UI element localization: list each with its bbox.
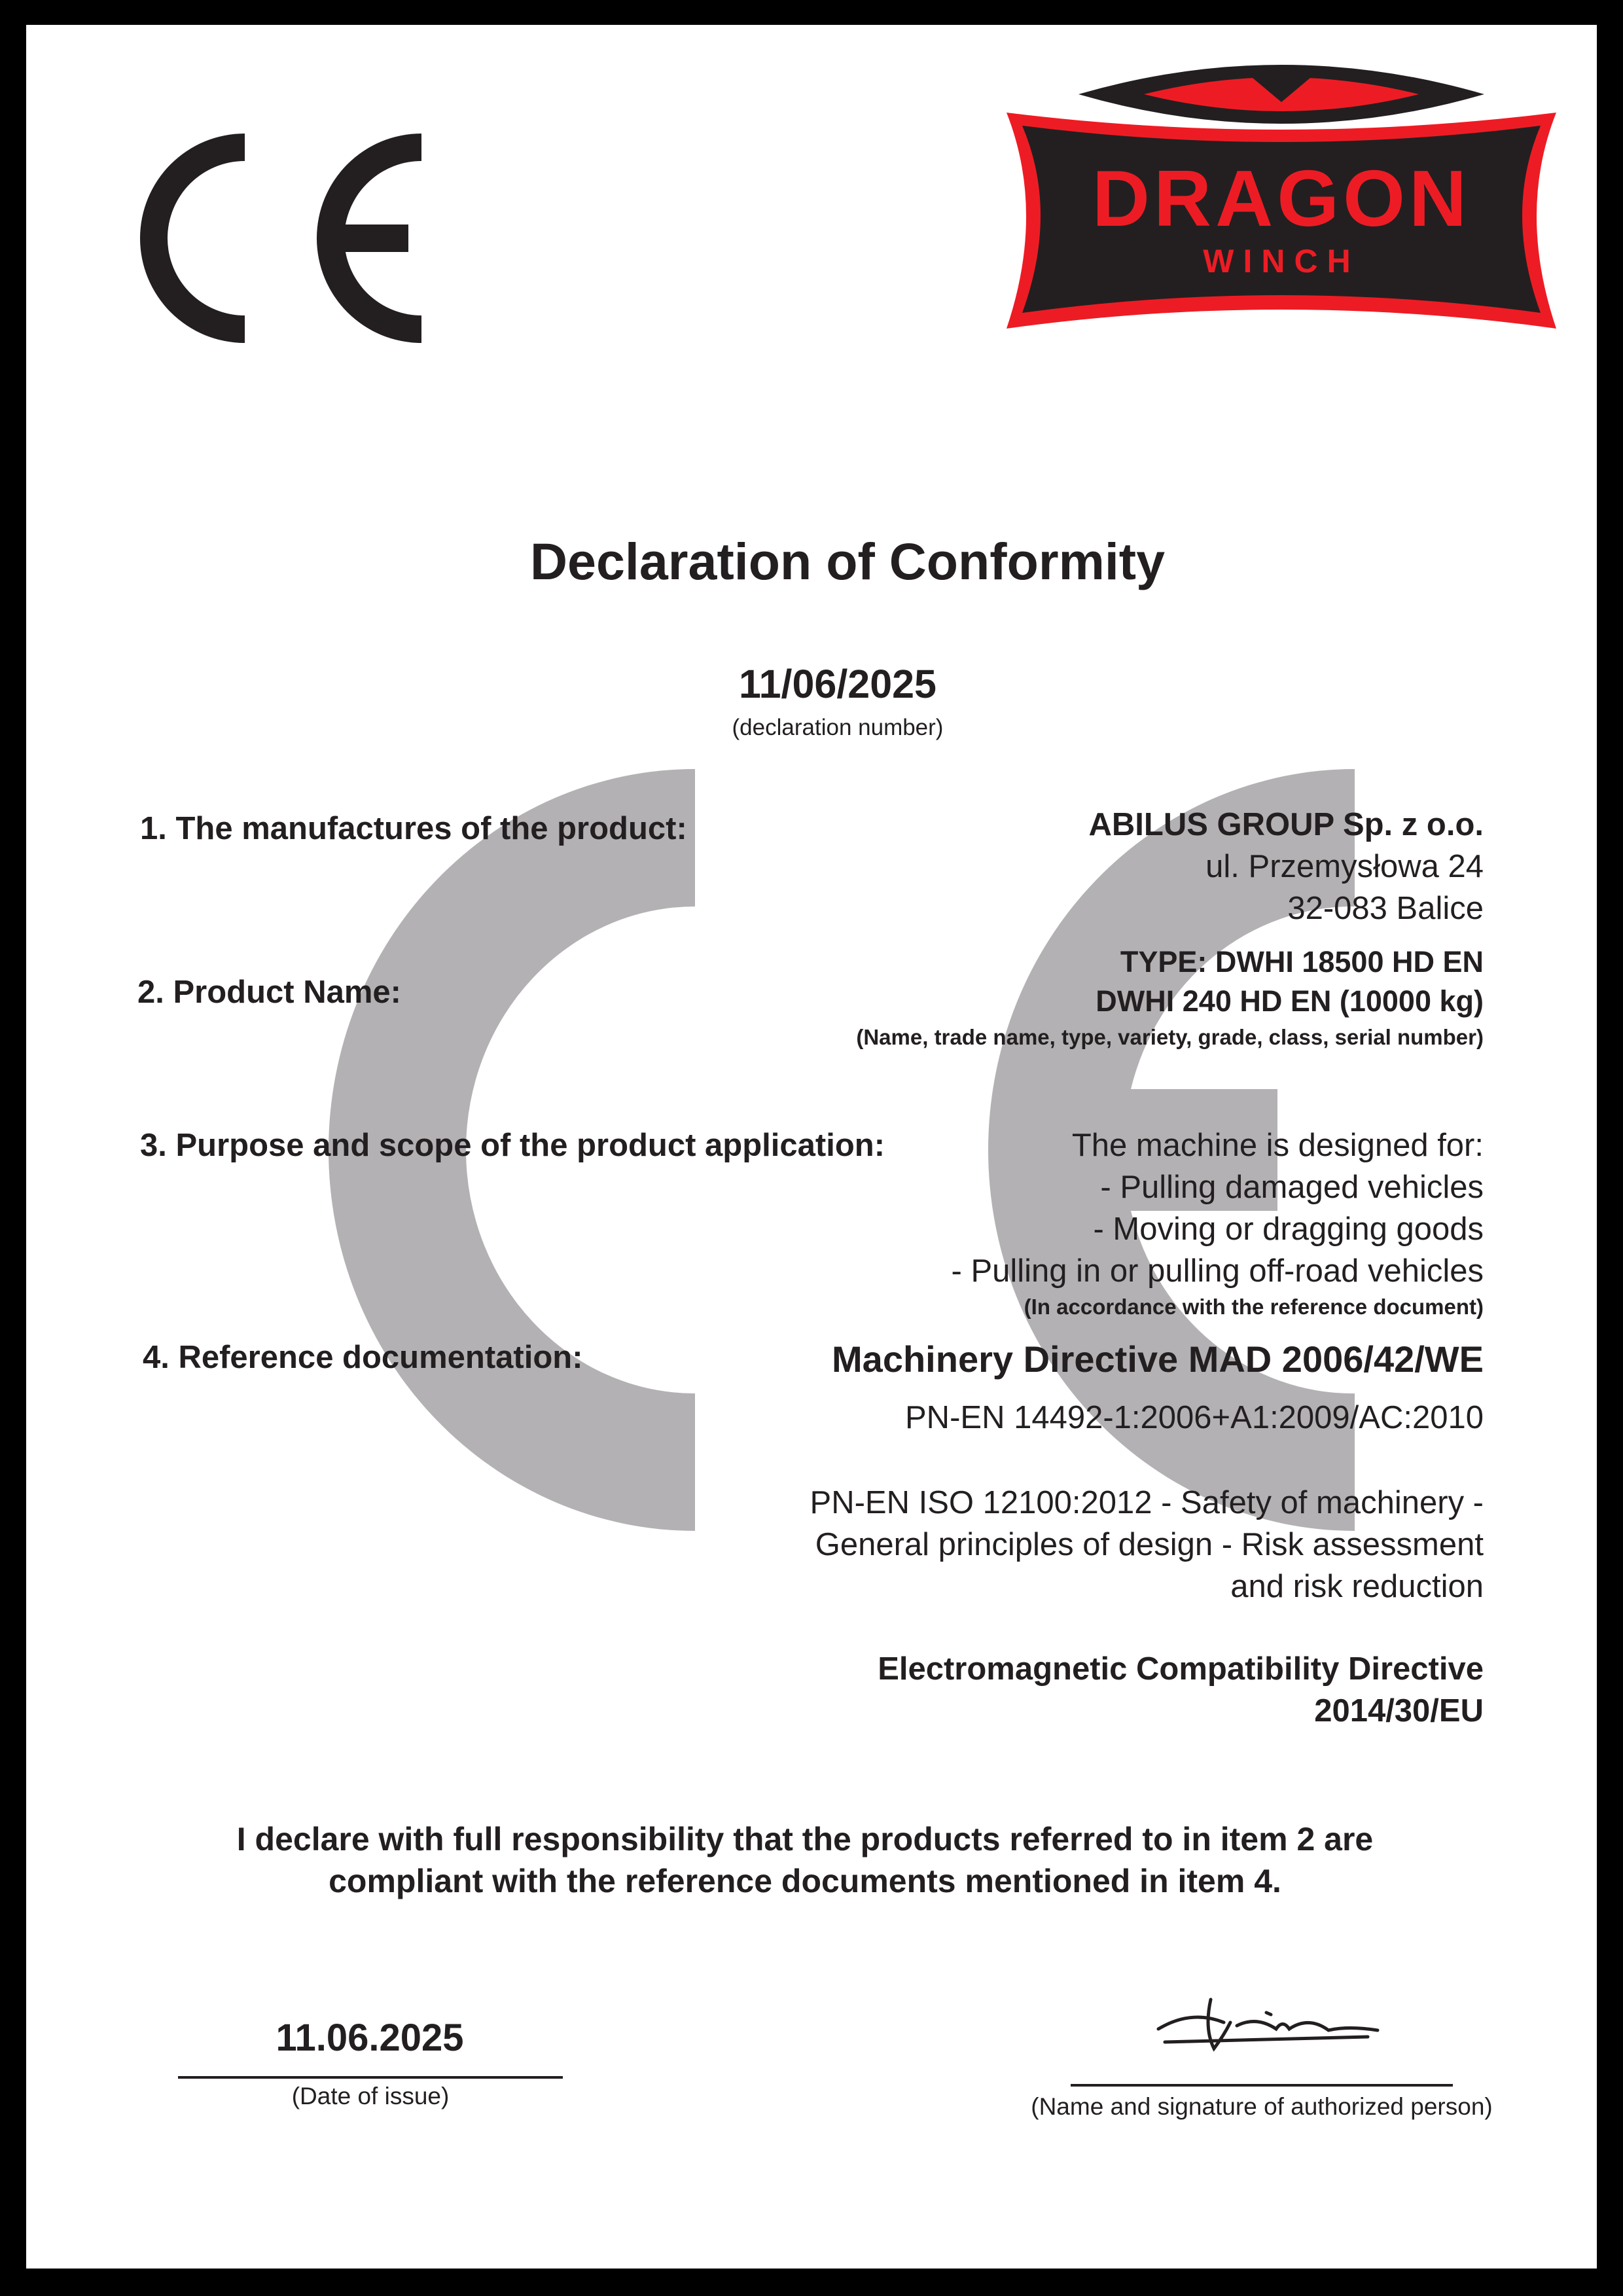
declaration-statement	[151, 1818, 1459, 1902]
machinery-directive: Machinery Directive MAD 2006/42/WE	[832, 1338, 1484, 1380]
manufacturer-label: 1. The manufactures of the product:	[140, 811, 687, 846]
purpose-item: - Pulling in or pulling off-road vehicles	[951, 1253, 1484, 1289]
manufacturer-city: 32-083 Balice	[1287, 891, 1484, 926]
emc-directive-line: 2014/30/EU	[1314, 1693, 1484, 1729]
signature-caption: (Name and signature of authorized person)	[1031, 2093, 1493, 2120]
product-name-label: 2. Product Name:	[137, 975, 401, 1010]
ce-mark-logo	[135, 134, 423, 343]
purpose-item: - Pulling damaged vehicles	[1100, 1170, 1484, 1205]
declaration-line: I declare with full responsibility that the products referred to in item 2 are	[236, 1821, 1374, 1857]
standard-iso-12100-line: PN-EN ISO 12100:2012 - Safety of machinery -	[810, 1485, 1484, 1520]
date-underline	[178, 2076, 563, 2079]
manufacturer-name: ABILUS GROUP Sp. z o.o.	[1088, 807, 1484, 842]
date-caption: (Date of issue)	[291, 2083, 450, 2109]
ce-mark-c	[140, 134, 245, 343]
purpose-item: - Moving or dragging goods	[1093, 1211, 1484, 1247]
product-type: TYPE: DWHI 18500 HD EN	[1120, 945, 1484, 978]
declaration-line: compliant with the reference documents mentioned in item 4.	[329, 1863, 1281, 1899]
document-title: Declaration of Conformity	[529, 532, 1166, 590]
manufacturer-street: ul. Przemysłowa 24	[1205, 849, 1484, 884]
purpose-label: 3. Purpose and scope of the product application:	[140, 1128, 885, 1163]
emc-directive-line: Electromagnetic Compatibility Directive	[878, 1651, 1484, 1687]
product-model: DWHI 240 HD EN (10000 kg)	[1096, 984, 1484, 1018]
references-label: 4. Reference documentation:	[143, 1340, 583, 1375]
declaration-number: 11/06/2025	[739, 662, 936, 706]
logo-brand-sub: WINCH	[1203, 243, 1360, 279]
standard-en-14492: PN-EN 14492-1:2006+A1:2009/AC:2010	[905, 1400, 1484, 1435]
logo-brand-name: DRAGON	[1092, 154, 1471, 243]
standard-iso-12100-line: and risk reduction	[1230, 1569, 1484, 1604]
date-of-issue: 11.06.2025	[276, 2017, 464, 2059]
signature-line	[1071, 2084, 1453, 2087]
purpose-note: (In accordance with the reference document)	[1024, 1295, 1484, 1319]
standard-iso-12100-line: General principles of design - Risk assessment	[815, 1527, 1484, 1562]
declaration-number-caption: (declaration number)	[732, 715, 944, 740]
purpose-intro: The machine is designed for:	[1071, 1128, 1484, 1163]
product-note: (Name, trade name, type, variety, grade, class, serial number)	[856, 1025, 1484, 1049]
ce-mark-e	[317, 134, 421, 343]
signature-image	[1152, 1990, 1387, 2062]
